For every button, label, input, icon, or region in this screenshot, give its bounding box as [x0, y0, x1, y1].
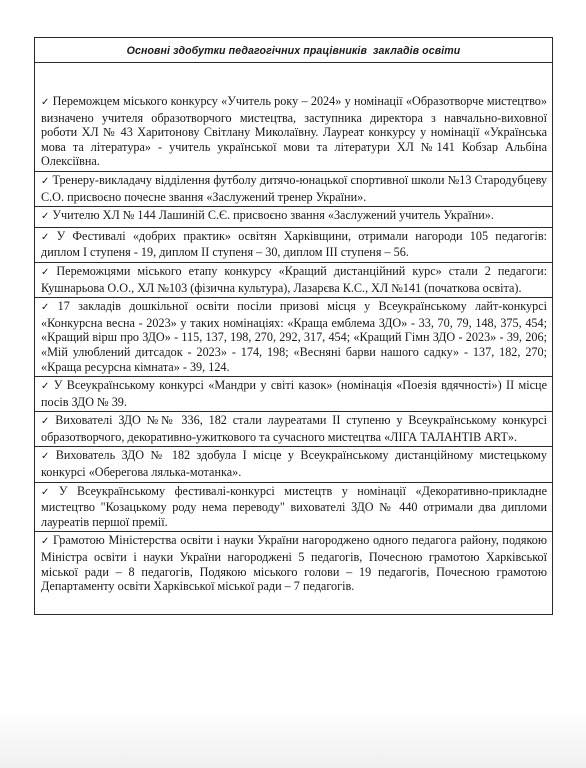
checkmark-icon: ✓: [41, 416, 53, 428]
table-bottom-padding: [35, 596, 552, 614]
list-item: [35, 411, 552, 446]
list-item: [35, 446, 552, 481]
checkmark-icon: ✓: [41, 211, 50, 223]
list-item: [35, 482, 552, 532]
checkmark-icon: ✓: [41, 302, 55, 314]
list-item: [35, 262, 552, 297]
item-text: 17 закладів дошкільної освіти посіли призові місця у Всеукраїнському лайт-конкурсі «Конкурсна весна - 2023» у таких номінаціях: «Краща емблема ЗДО» - 33, 70, 79, 148, 375, 454; «Кращий вірш про ЗДО» - 115, 137, 198, 270, 292, 317, 454; «Кращий Гімн ЗДО - 2023» - 39, 206; «Мій улюблений дитсадок - 2023» - 174, 198; «Весняні барви нашого садку» - 137, 182, 270; «Краща ресурсна кімната» - 39, 124.: [41, 299, 547, 374]
item-text: Переможцем міського конкурсу «Учитель року – 2024» у номінації «Образотворче мистецтво» визначено учителя образотворчого мистецтва, заступника директора з навчально-виховної роботи ХЛ № 43 Харитонову Світлану Миколаївну. Лауреат конкурсу у номінації «Українська мова та література» - учитель української мови та літератури ХЛ №141 Кобзар Альбіна Олексіївна.: [41, 94, 547, 169]
checkmark-icon: ✓: [41, 175, 50, 187]
item-text: Грамотою Міністерства освіти і науки України нагороджено одного педагога району, подякою Міністра освіти і науки України нагороджені 5 педагогів, Почесною грамотою Харківської міської ради – 8 педагогів, Подякою міського голови – 19 педагогів, Почесною грамотою Департаменту освіти Харківської міської ради – 7 педагогів.: [41, 533, 547, 594]
list-item: [35, 297, 552, 376]
checkmark-icon: ✓: [41, 381, 51, 393]
checkmark-icon: ✓: [41, 266, 54, 278]
item-text: Вихователь ЗДО № 182 здобула І місце у Всеукраїнському дистанційному мистецькому конкурсі «Оберегова лялька-мотанка».: [41, 448, 547, 480]
page-background: [0, 708, 586, 768]
checkmark-icon: ✓: [41, 231, 54, 243]
checkmark-icon: ✓: [41, 536, 50, 548]
table-header: [35, 38, 552, 63]
item-text: Тренеру-викладачу відділення футболу дитячо-юнацької спортивної школи №13 Стародубцеву С.О. присвоєно почесне звання «Заслужений тренер України».: [41, 172, 547, 204]
list-item: [35, 531, 552, 595]
list-item: [35, 376, 552, 411]
item-text: Переможцями міського етапу конкурсу «Кращий дистанційний курс» стали 2 педагоги: Кушнарьова О.О., ХЛ №103 (фізична культура), Лазарєва К.С., ХЛ №141 (початкова освіта).: [41, 263, 547, 295]
item-text: У Всеукраїнському конкурсі «Мандри у світі казок» (номінація «Поезія вдячності») ІІ місце посів ЗДО № 39.: [41, 378, 547, 409]
checkmark-icon: ✓: [41, 486, 56, 498]
table-spacer: [35, 63, 552, 93]
item-text: У Всеукраїнському фестивалі-конкурсі мистецтв у номінації «Декоративно-прикладне мистецтво "Козацькому роду нема переводу" вихователі ЗДО № 440 отримали два дипломи лауреатів першої премії.: [41, 483, 547, 529]
item-text: Вихователі ЗДО №№ 336, 182 стали лауреатами ІІ ступеню у Всеукраїнському конкурсі образотворчого, декоративно-ужиткового та сучасного мистецтва «ЛІГА ТАЛАНТІВ ART».: [41, 413, 547, 444]
list-item: [35, 206, 552, 227]
table-title: Основні здобутки педагогічних працівників закладів освіти: [126, 45, 461, 57]
checkmark-icon: ✓: [41, 451, 53, 463]
list-item: [35, 227, 552, 262]
item-text: Учителю ХЛ № 144 Лашиній С.Є. присвоєно звання «Заслужений учитель України».: [52, 208, 494, 223]
achievements-table: [34, 37, 553, 615]
item-text: У Фестивалі «добрих практик» освітян Харківщини, отримали нагороди 105 педагогів: диплом І ступеня - 19, диплом ІІ ступеня – 30, диплом ІІІ ступеня – 56.: [41, 228, 547, 260]
list-item: [35, 93, 552, 171]
checkmark-icon: ✓: [41, 97, 50, 108]
list-item: [35, 171, 552, 206]
